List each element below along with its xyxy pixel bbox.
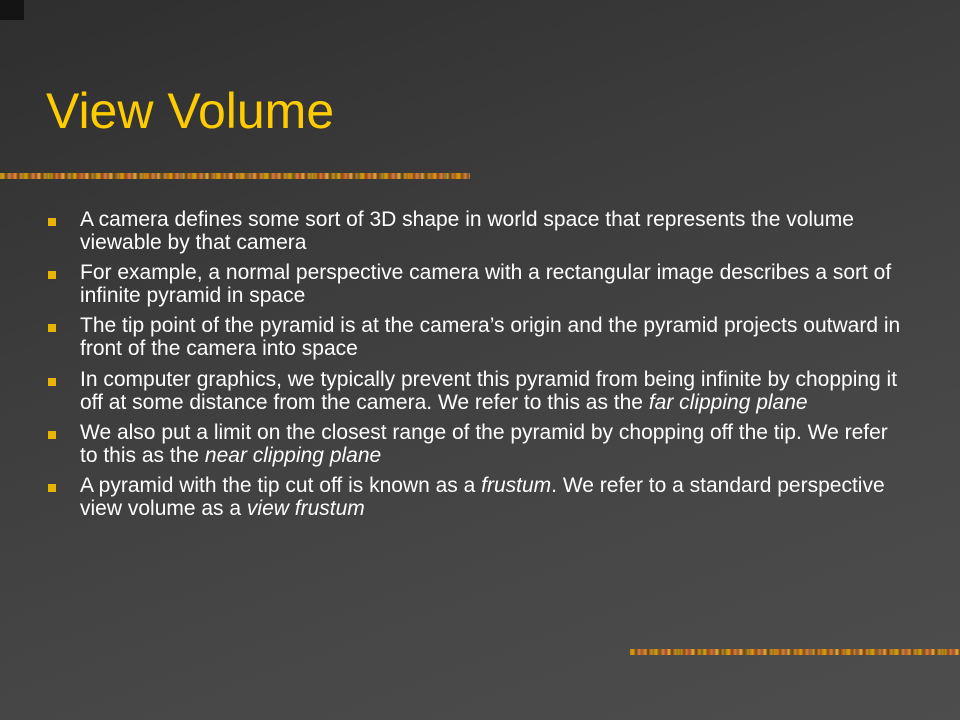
- bullet-text: A camera defines some sort of 3D shape in world space that represents the volume viewable by that camera: [80, 208, 854, 255]
- square-bullet-icon: [48, 324, 56, 332]
- slide-title: View Volume: [46, 83, 335, 139]
- bullet-item: [46, 314, 906, 360]
- bullet-item: [46, 208, 906, 254]
- footer-accent-bar: [630, 649, 960, 655]
- emphasized-term: view frustum: [246, 497, 365, 521]
- corner-decoration: [0, 0, 24, 20]
- title-accent-bar: [0, 173, 470, 179]
- bullet-text: The tip point of the pyramid is at the camera’s origin and the pyramid projects outward in front of the camera into space: [80, 314, 901, 361]
- bullet-text: For example, a normal perspective camera with a rectangular image describes a sort of infinite pyramid in space: [80, 261, 892, 308]
- bullet-item: [46, 474, 906, 520]
- bullet-list: [46, 208, 906, 527]
- emphasized-term: near clipping plane: [204, 443, 382, 467]
- bullet-item: [46, 421, 906, 467]
- bullet-text: In computer graphics, we typically prevent this pyramid from being infinite by chopping it off at some distance from the camera. We refer to this as the: [80, 367, 898, 414]
- bullet-text: . We refer to a standard perspective view volume as a: [80, 473, 885, 521]
- square-bullet-icon: [48, 271, 56, 279]
- square-bullet-icon: [48, 431, 56, 439]
- bullet-text: A pyramid with the tip cut off is known as a: [80, 473, 482, 497]
- emphasized-term: frustum: [481, 473, 552, 497]
- square-bullet-icon: [48, 378, 56, 386]
- bullet-item: [46, 261, 906, 307]
- bullet-item: [46, 368, 906, 414]
- emphasized-term: far clipping plane: [648, 390, 808, 414]
- square-bullet-icon: [48, 218, 56, 226]
- bullet-text: We also put a limit on the closest range of the pyramid by chopping off the tip. We refer to this as the: [80, 420, 888, 467]
- square-bullet-icon: [48, 484, 56, 492]
